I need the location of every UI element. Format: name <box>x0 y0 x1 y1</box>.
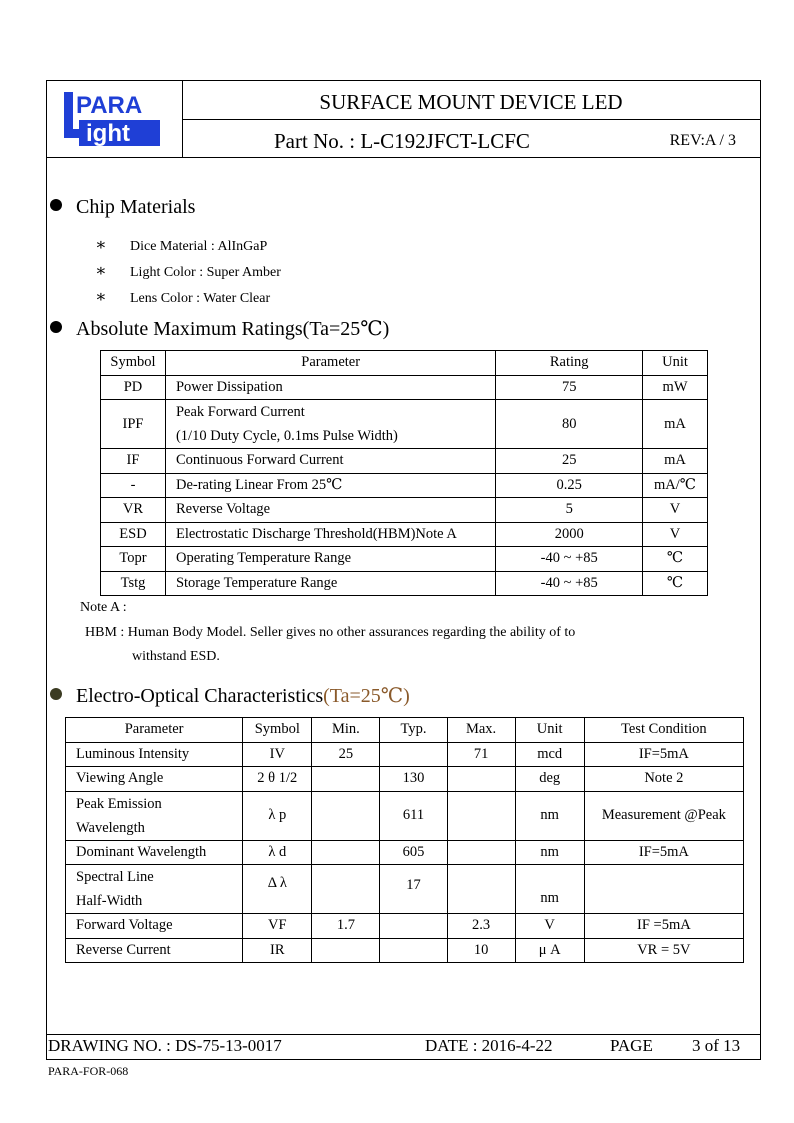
table-row <box>66 742 744 767</box>
bullet-icon <box>50 199 62 211</box>
column-header: Unit <box>643 351 708 376</box>
table-row <box>101 571 708 596</box>
note-text-line2: withstand ESD. <box>132 649 220 664</box>
table-row <box>66 791 744 840</box>
table-header-row <box>66 718 744 743</box>
cell-unit: V <box>643 522 708 547</box>
cell-rating: -40 ~ +85 <box>496 547 643 572</box>
cell-unit: mA/℃ <box>643 473 708 498</box>
cell-unit: mA <box>643 400 708 449</box>
cell-max: 71 <box>447 742 515 767</box>
logo-top-text: PARA <box>76 92 143 119</box>
asterisk-icon: ∗ <box>95 287 107 306</box>
column-header: Parameter <box>165 351 495 376</box>
table-row <box>101 400 708 449</box>
cell-parameter: Electrostatic Discharge Threshold(HBM)Note A <box>165 522 495 547</box>
table-row <box>101 473 708 498</box>
cell-typ: 611 <box>380 791 447 840</box>
cell-parameter: Reverse Voltage <box>165 498 495 523</box>
column-header: Rating <box>496 351 643 376</box>
table-row <box>101 375 708 400</box>
cell-typ: 605 <box>380 840 447 865</box>
cell-unit: ℃ <box>643 547 708 572</box>
column-header: Unit <box>515 718 584 743</box>
cell-parameter: Reverse Current <box>66 938 243 963</box>
table-row <box>101 498 708 523</box>
revision: REV:A / 3 <box>669 132 736 149</box>
cell-min: 1.7 <box>312 914 380 939</box>
table-row <box>66 767 744 792</box>
cell-parameter: Storage Temperature Range <box>165 571 495 596</box>
table-row <box>101 449 708 474</box>
cell-condition: IF =5mA <box>584 914 743 939</box>
table-row <box>66 938 744 963</box>
cell-parameter: Dominant Wavelength <box>66 840 243 865</box>
cell-parameter: Operating Temperature Range <box>165 547 495 572</box>
cell-rating: 2000 <box>496 522 643 547</box>
cell-parameter <box>66 865 243 914</box>
cell-unit: nm <box>515 865 584 914</box>
electro-optical-table <box>65 717 744 963</box>
cell-rating: 80 <box>496 400 643 449</box>
cell-symbol: Δ λ <box>243 865 312 914</box>
cell-rating: 75 <box>496 375 643 400</box>
page-number: 3 of 13 <box>692 1036 741 1055</box>
column-header: Min. <box>312 718 380 743</box>
cell-unit: deg <box>515 767 584 792</box>
cell-unit: V <box>643 498 708 523</box>
section-electro-optical <box>50 683 410 708</box>
cell-parameter-line2: (1/10 Duty Cycle, 0.1ms Pulse Width) <box>175 428 398 444</box>
cell-symbol: PD <box>101 375 166 400</box>
table-row <box>66 914 744 939</box>
cell-typ <box>380 938 447 963</box>
section-chip-materials <box>50 196 195 219</box>
cell-rating: -40 ~ +85 <box>496 571 643 596</box>
cell-condition: VR = 5V <box>584 938 743 963</box>
cell-max <box>447 767 515 792</box>
cell-unit: ℃ <box>643 571 708 596</box>
asterisk-icon: ∗ <box>95 235 107 254</box>
form-number: PARA-FOR-068 <box>48 1064 129 1078</box>
para-light-logo <box>64 90 160 148</box>
page-label: PAGE <box>610 1036 653 1055</box>
cell-symbol: ESD <box>101 522 166 547</box>
cell-parameter-line2: Half-Width <box>76 893 143 909</box>
cell-rating: 5 <box>496 498 643 523</box>
cell-symbol: IF <box>101 449 166 474</box>
cell-parameter: Continuous Forward Current <box>165 449 495 474</box>
column-header: Parameter <box>66 718 243 743</box>
cell-symbol: IR <box>243 938 312 963</box>
cell-condition: Measurement @Peak <box>584 791 743 840</box>
column-header: Symbol <box>243 718 312 743</box>
cell-condition: IF=5mA <box>584 840 743 865</box>
cell-typ: 130 <box>380 767 447 792</box>
cell-parameter: Power Dissipation <box>165 375 495 400</box>
cell-symbol: λ d <box>243 840 312 865</box>
section-title-text: Absolute Maximum Ratings(Ta=25℃) <box>76 318 390 340</box>
cell-parameter <box>66 791 243 840</box>
document-header <box>46 80 761 158</box>
cell-max: 10 <box>447 938 515 963</box>
logo-cell <box>47 81 183 157</box>
column-header: Test Condition <box>584 718 743 743</box>
cell-symbol: - <box>101 473 166 498</box>
cell-parameter-line1: Spectral Line <box>76 869 154 885</box>
list-item <box>95 259 281 285</box>
table-row <box>66 865 744 914</box>
cell-min <box>312 865 380 914</box>
part-number-row <box>182 119 760 157</box>
cell-typ <box>380 914 447 939</box>
table-row <box>101 547 708 572</box>
cell-max <box>447 840 515 865</box>
cell-unit: nm <box>515 840 584 865</box>
section-title-text: Chip Materials <box>76 196 196 218</box>
column-header: Typ. <box>380 718 447 743</box>
cell-unit: μ A <box>515 938 584 963</box>
bullet-icon <box>50 321 62 333</box>
cell-symbol: VR <box>101 498 166 523</box>
cell-parameter: Viewing Angle <box>66 767 243 792</box>
cell-parameter: Luminous Intensity <box>66 742 243 767</box>
cell-typ <box>380 742 447 767</box>
cell-max <box>447 865 515 914</box>
cell-max <box>447 791 515 840</box>
cell-parameter <box>165 400 495 449</box>
table-row <box>101 522 708 547</box>
cell-min <box>312 938 380 963</box>
section-title-condition: (Ta=25℃) <box>323 685 410 707</box>
note-label: Note A : <box>80 600 127 615</box>
drawing-number: DRAWING NO. : DS-75-13-0017 <box>48 1036 282 1055</box>
cell-parameter-line2: Wavelength <box>76 819 145 836</box>
section-abs-max <box>50 316 389 341</box>
cell-symbol: λ p <box>243 791 312 840</box>
cell-parameter: De-rating Linear From 25℃ <box>165 473 495 498</box>
list-item <box>95 233 281 259</box>
chip-materials-list <box>95 233 281 311</box>
cell-condition: IF=5mA <box>584 742 743 767</box>
list-item-text: Dice Material : AlInGaP <box>130 239 268 254</box>
cell-symbol: IV <box>243 742 312 767</box>
logo-bottom-text: ight <box>86 120 130 147</box>
cell-unit: mcd <box>515 742 584 767</box>
cell-rating: 25 <box>496 449 643 474</box>
cell-max: 2.3 <box>447 914 515 939</box>
list-item-text: Lens Color : Water Clear <box>130 291 271 306</box>
cell-unit: nm <box>515 791 584 840</box>
cell-symbol: Tstg <box>101 571 166 596</box>
cell-parameter-line1: Peak Emission <box>76 795 162 812</box>
cell-symbol: Topr <box>101 547 166 572</box>
cell-parameter-line1: Peak Forward Current <box>175 404 305 420</box>
list-item-text: Light Color : Super Amber <box>130 265 281 280</box>
document-date: DATE : 2016-4-22 <box>425 1036 553 1055</box>
cell-unit: V <box>515 914 584 939</box>
cell-rating: 0.25 <box>496 473 643 498</box>
document-title: SURFACE MOUNT DEVICE LED <box>182 81 760 120</box>
column-header: Max. <box>447 718 515 743</box>
cell-unit: mW <box>643 375 708 400</box>
cell-condition <box>584 865 743 914</box>
part-number: Part No. : L-C192JFCT-LCFC <box>274 129 530 153</box>
footer-divider <box>46 1034 761 1035</box>
abs-max-table <box>100 350 708 596</box>
cell-unit: mA <box>643 449 708 474</box>
cell-symbol: VF <box>243 914 312 939</box>
cell-condition: Note 2 <box>584 767 743 792</box>
note-text-line1: HBM : Human Body Model. Seller gives no other assurances regarding the ability of to <box>85 625 576 640</box>
column-header: Symbol <box>101 351 166 376</box>
cell-typ: 17 <box>380 865 447 914</box>
table-header-row <box>101 351 708 376</box>
table-row <box>66 840 744 865</box>
cell-parameter: Forward Voltage <box>66 914 243 939</box>
bullet-icon <box>50 688 62 700</box>
cell-min <box>312 791 380 840</box>
cell-min: 25 <box>312 742 380 767</box>
list-item <box>95 285 281 311</box>
cell-min <box>312 840 380 865</box>
cell-symbol: IPF <box>101 400 166 449</box>
asterisk-icon: ∗ <box>95 261 107 280</box>
cell-symbol: 2 θ 1/2 <box>243 767 312 792</box>
cell-min <box>312 767 380 792</box>
section-title-text: Electro-Optical Characteristics <box>76 685 324 707</box>
